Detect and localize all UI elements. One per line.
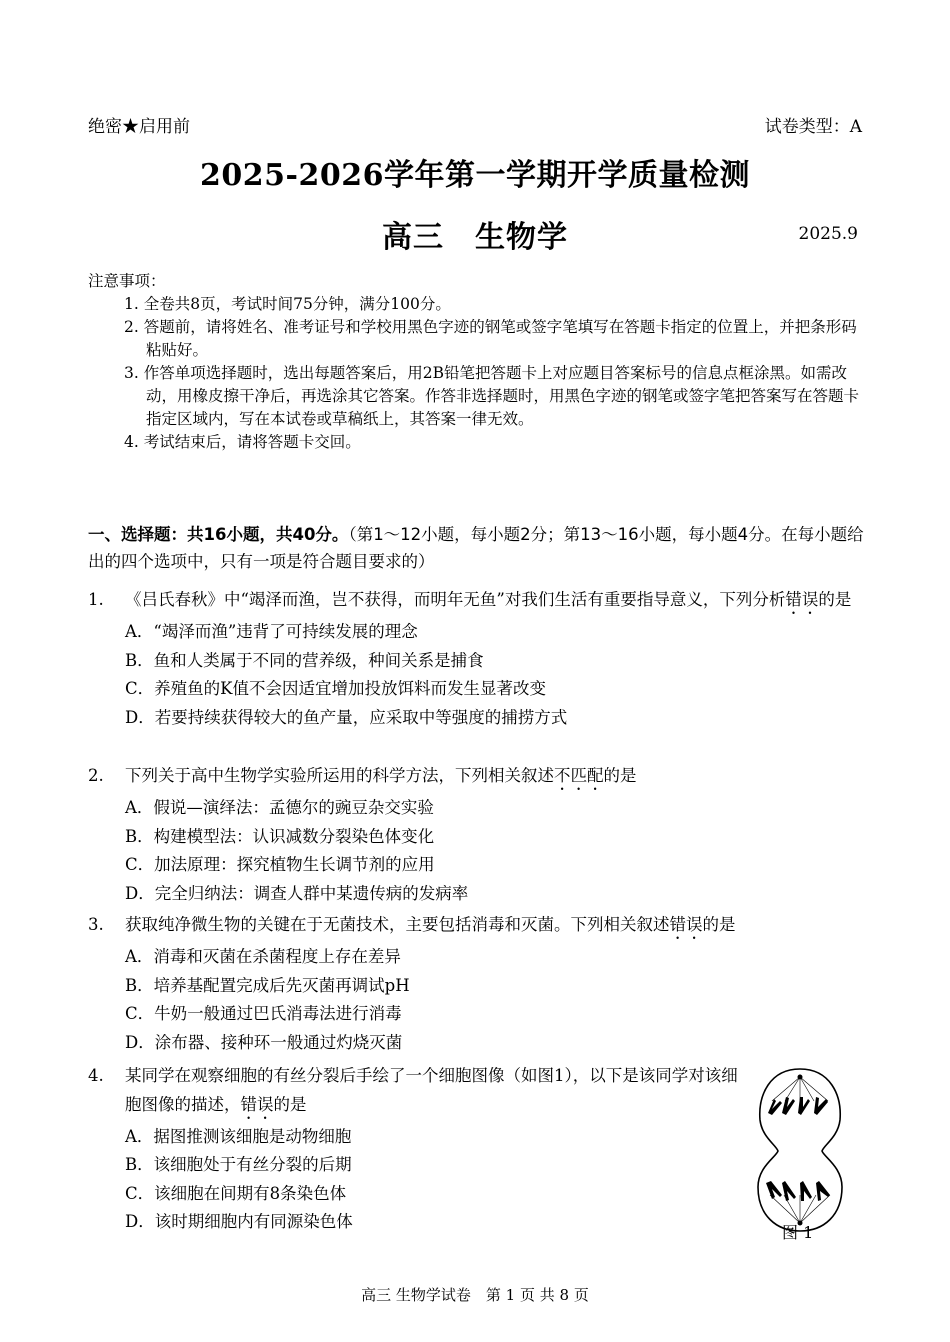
section-heading: [88, 521, 868, 575]
question-stem: 《吕氏春秋》中“竭泽而渔，岂不获得，而明年无鱼”对我们生活有重要指导意义，下列分析错误的是: [125, 590, 852, 609]
figure-caption: 图 1: [782, 1223, 814, 1242]
spindle-fibers-bottom: [770, 1195, 830, 1223]
emphasis-text: 错误: [669, 915, 703, 934]
option-c: C．该细胞在间期有8条染色体: [125, 1183, 347, 1203]
option-a: A．假说—演绎法：孟德尔的豌豆杂交实验: [125, 798, 434, 817]
exam-title: 2025-2026学年第一学期开学质量检测: [200, 158, 750, 193]
notice-item: 3. 作答单项选择题时，选出每题答案后，用2B铅笔把答题卡上对应题目答案标号的信息点框涂黑。如需改动，用橡皮擦干净后，再选涂其它答案。作答非选择题时，用黑色字迹的钢笔或签字笔把答案写在答题卡指定区域内，写在本试卷或草稿纸上，其答案一律无效。: [124, 364, 860, 428]
option-a: A．消毒和灭菌在杀菌程度上存在差异: [125, 947, 401, 966]
option-c: C．牛奶一般通过巴氏消毒法进行消毒: [125, 1004, 402, 1023]
question-number: 4.: [88, 1066, 104, 1085]
option-d: D．完全归纳法：调查人群中某遗传病的发病率: [125, 883, 469, 903]
question-1: [88, 586, 878, 732]
paper-type: 试卷类型：A: [764, 117, 862, 137]
question-stem: 获取纯净微生物的关键在于无菌技术，主要包括消毒和灭菌。下列相关叙述错误的是: [125, 915, 736, 934]
option-d: D．涂布器、接种环一般通过灼烧灭菌: [125, 1032, 403, 1052]
notice-item: 2. 答题前，请将姓名、准考证号和学校用黑色字迹的钢笔或签字笔填写在答题卡指定的位置上，并把条形码粘贴好。: [124, 318, 857, 359]
emphasis-text: 错误: [785, 590, 819, 609]
secret-label: 绝密★启用前: [88, 117, 190, 137]
section-heading-detail: （第1～12小题，每小题2分；第13～16小题，每小题4分。在每小题给出的四个选项中，只有一项是符合题目要求的）: [88, 525, 864, 571]
question-number: 2.: [88, 766, 104, 785]
question-stem: 某同学在观察细胞的有丝分裂后手绘了一个细胞图像（如图1），以下是该同学对该细胞图像的描述，错误的是: [125, 1066, 738, 1114]
question-stem: 下列关于高中生物学实验所运用的科学方法，下列相关叙述不匹配的是: [125, 766, 637, 785]
option-a: A．“竭泽而渔”违背了可持续发展的理念: [125, 622, 418, 641]
notice-title: 注意事项：: [88, 272, 166, 290]
question-number: 1.: [88, 590, 104, 609]
question-3: [88, 911, 878, 1057]
section-heading-main: 一、选择题：共16小题，共40分。: [88, 525, 349, 544]
chromosomes-top: [768, 1097, 828, 1115]
chromosomes-bottom: [766, 1181, 830, 1201]
emphasis-text: 不匹配: [554, 766, 604, 785]
notice-block: [88, 270, 868, 454]
option-c: C．养殖鱼的K值不会因适宜增加投放饵料而发生显著改变: [125, 679, 546, 698]
cell-division-figure: [750, 1065, 850, 1235]
notice-item: 4. 考试结束后，请将答题卡交回。: [124, 433, 361, 451]
question-4: [88, 1062, 748, 1237]
option-b: B．鱼和人类属于不同的营养级，种间关系是捕食: [125, 650, 484, 670]
exam-date: 2025.9: [798, 224, 858, 244]
centrosome-top: [798, 1075, 803, 1080]
option-a: A．据图推测该细胞是动物细胞: [125, 1126, 352, 1146]
notice-item: 1. 全卷共8页，考试时间75分钟，满分100分。: [124, 295, 451, 313]
page-footer: 高三 生物学试卷 第 1 页 共 8 页: [361, 1286, 589, 1304]
option-d: D．若要持续获得较大的鱼产量，应采取中等强度的捕捞方式: [125, 707, 568, 727]
question-number: 3.: [88, 915, 104, 934]
option-c: C．加法原理：探究植物生长调节剂的应用: [125, 855, 435, 874]
option-b: B．培养基配置完成后先灭菌再调试pH: [125, 975, 410, 995]
question-2: [88, 762, 878, 908]
option-d: D．该时期细胞内有同源染色体: [125, 1212, 353, 1231]
emphasis-text: 错误: [240, 1094, 274, 1114]
option-b: B．该细胞处于有丝分裂的后期: [125, 1155, 352, 1174]
exam-subtitle: 高三 生物学: [382, 220, 568, 255]
option-b: B．构建模型法：认识减数分裂染色体变化: [125, 826, 435, 846]
